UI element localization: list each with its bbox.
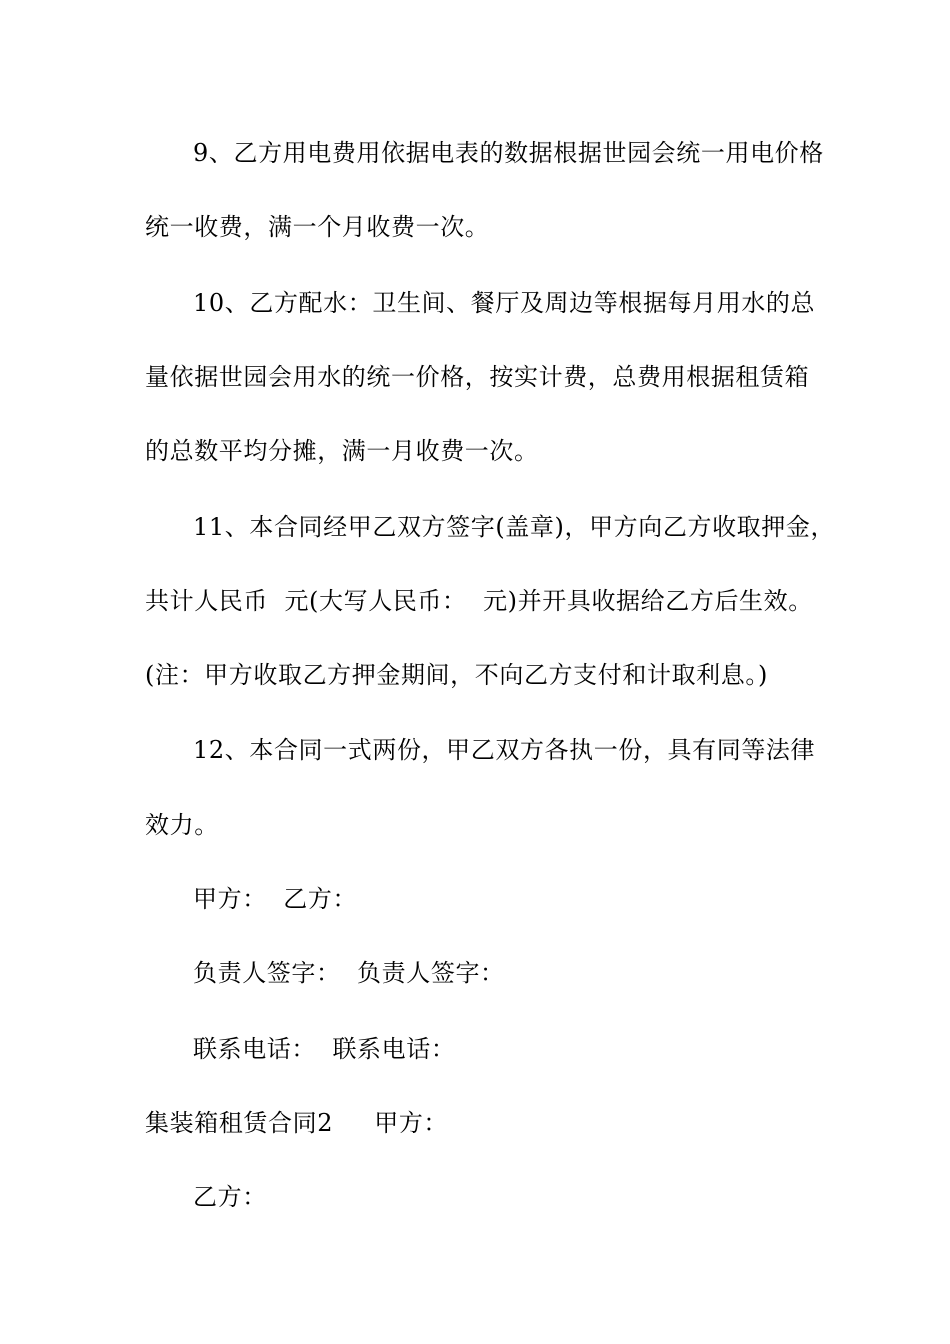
party-line: 甲方： 乙方： (193, 885, 358, 913)
clause-11-note: (注：甲方收取乙方押金期间，不向乙方支付和计取利息。) (145, 661, 768, 689)
clause-12-line-1: 12、本合同一式两份，甲乙双方各执一份，具有同等法律 (193, 736, 816, 764)
phone-line: 联系电话： 联系电话： (193, 1035, 456, 1063)
clause-11-line-2: 共计人民币 元(大写人民币： 元)并开具收据给乙方后生效。 (145, 587, 813, 615)
clause-11-line-1: 11、本合同经甲乙双方签字(盖章)，甲方向乙方收取押金， (193, 513, 836, 541)
contract-2-heading: 集装箱租赁合同2 甲方： (145, 1109, 449, 1137)
clause-9-line-1: 9、乙方用电费用依据电表的数据根据世园会统一用电价格 (193, 139, 824, 167)
party-b-line: 乙方： (193, 1183, 267, 1211)
clause-10-line-1: 10、乙方配水：卫生间、餐厅及周边等根据每月用水的总 (193, 289, 816, 317)
signature-line: 负责人签字： 负责人签字： (193, 959, 505, 987)
clause-10-line-2: 量依据世园会用水的统一价格，按实计费，总费用根据租赁箱 (145, 363, 810, 391)
clause-9-line-2: 统一收费，满一个月收费一次。 (145, 213, 490, 241)
clause-10-line-3: 的总数平均分摊，满一月收费一次。 (145, 437, 539, 465)
clause-12-line-2: 效力。 (145, 811, 219, 839)
